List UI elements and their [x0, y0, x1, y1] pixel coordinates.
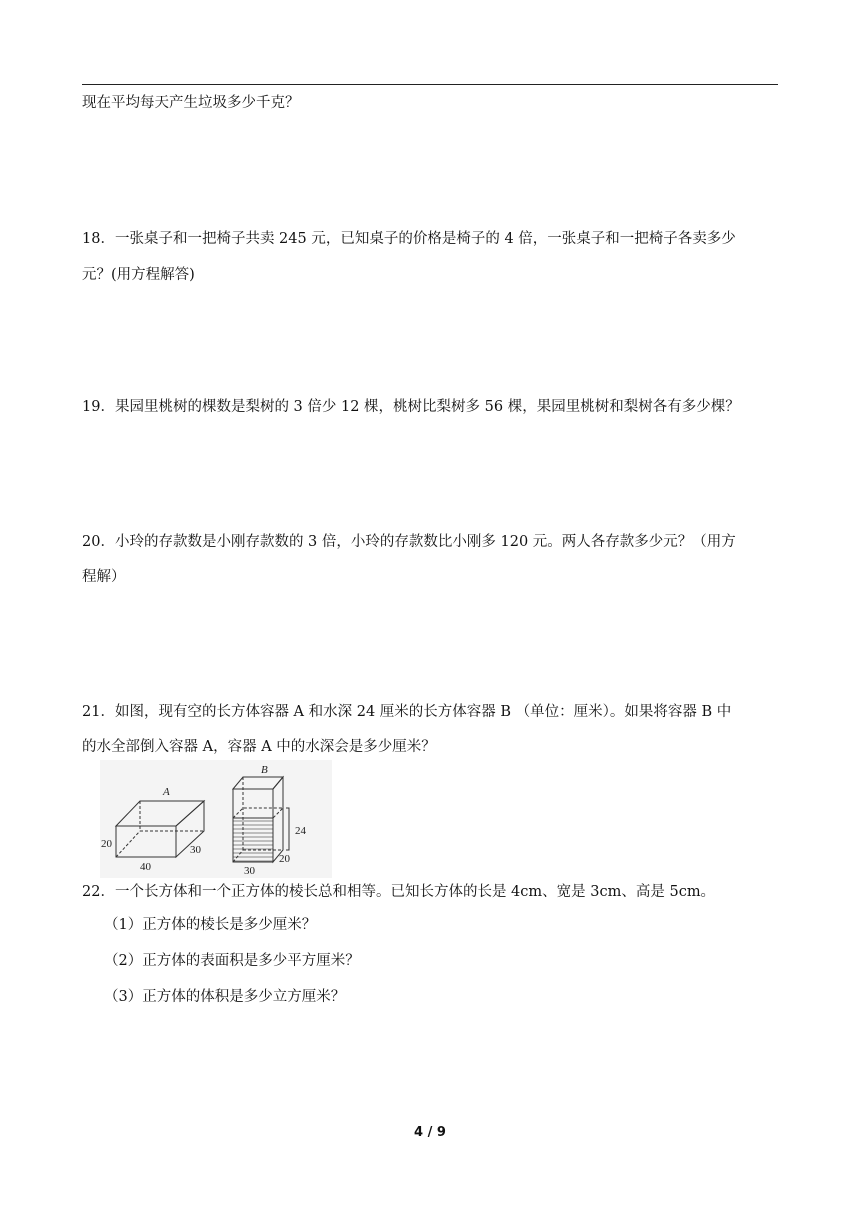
containers-diagram	[100, 760, 332, 878]
page-number: 4 / 9	[414, 1125, 446, 1140]
question-22-sub-3: （3）正方体的体积是多少立方厘米？	[104, 989, 346, 1005]
header-rule	[82, 84, 778, 85]
question-18-line-2: 元？(用方程解答)	[82, 267, 195, 283]
container-b-label: B	[261, 764, 268, 776]
container-a-width-label: 30	[190, 844, 201, 856]
question-21-line-1: 21．如图，现有空的长方体容器 A 和水深 24 厘米的长方体容器 B （单位：厘米）。如果将容器 B 中	[82, 704, 732, 720]
question-22-sub-1: （1）正方体的棱长是多少厘米？	[104, 917, 317, 933]
question-18-line-1: 18．一张桌子和一把椅子共卖 245 元，已知桌子的价格是椅子的 4 倍，一张桌子和一把椅子各卖多少	[82, 231, 736, 247]
question-21-line-2: 的水全部倒入容器 A，容器 A 中的水深会是多少厘米？	[82, 739, 436, 755]
container-a-length-label: 40	[140, 861, 151, 873]
question-22-sub-2: （2）正方体的表面积是多少平方厘米？	[104, 953, 360, 969]
container-b-width-label: 30	[244, 865, 255, 877]
container-b-water-depth-label: 24	[295, 825, 306, 837]
question-20-line-1: 20．小玲的存款数是小刚存款数的 3 倍，小玲的存款数比小刚多 120 元。两人各存款多少元？（用方	[82, 534, 736, 550]
question-19-line-1: 19．果园里桃树的棵数是梨树的 3 倍少 12 棵，桃树比梨树多 56 棵，果园里桃树和梨树各有多少棵？	[82, 399, 740, 415]
question-22-line-1: 22．一个长方体和一个正方体的棱长总和相等。已知长方体的长是 4cm、宽是 3cm、高是 5cm。	[82, 884, 716, 900]
container-a-label: A	[163, 786, 170, 798]
container-b-depth-label: 20	[279, 853, 290, 865]
containers-figure	[100, 760, 332, 878]
carryover-question-text: 现在平均每天产生垃圾多少千克？	[82, 95, 300, 111]
container-a-height-label: 20	[101, 838, 112, 850]
question-20-line-2: 程解）	[82, 569, 126, 585]
